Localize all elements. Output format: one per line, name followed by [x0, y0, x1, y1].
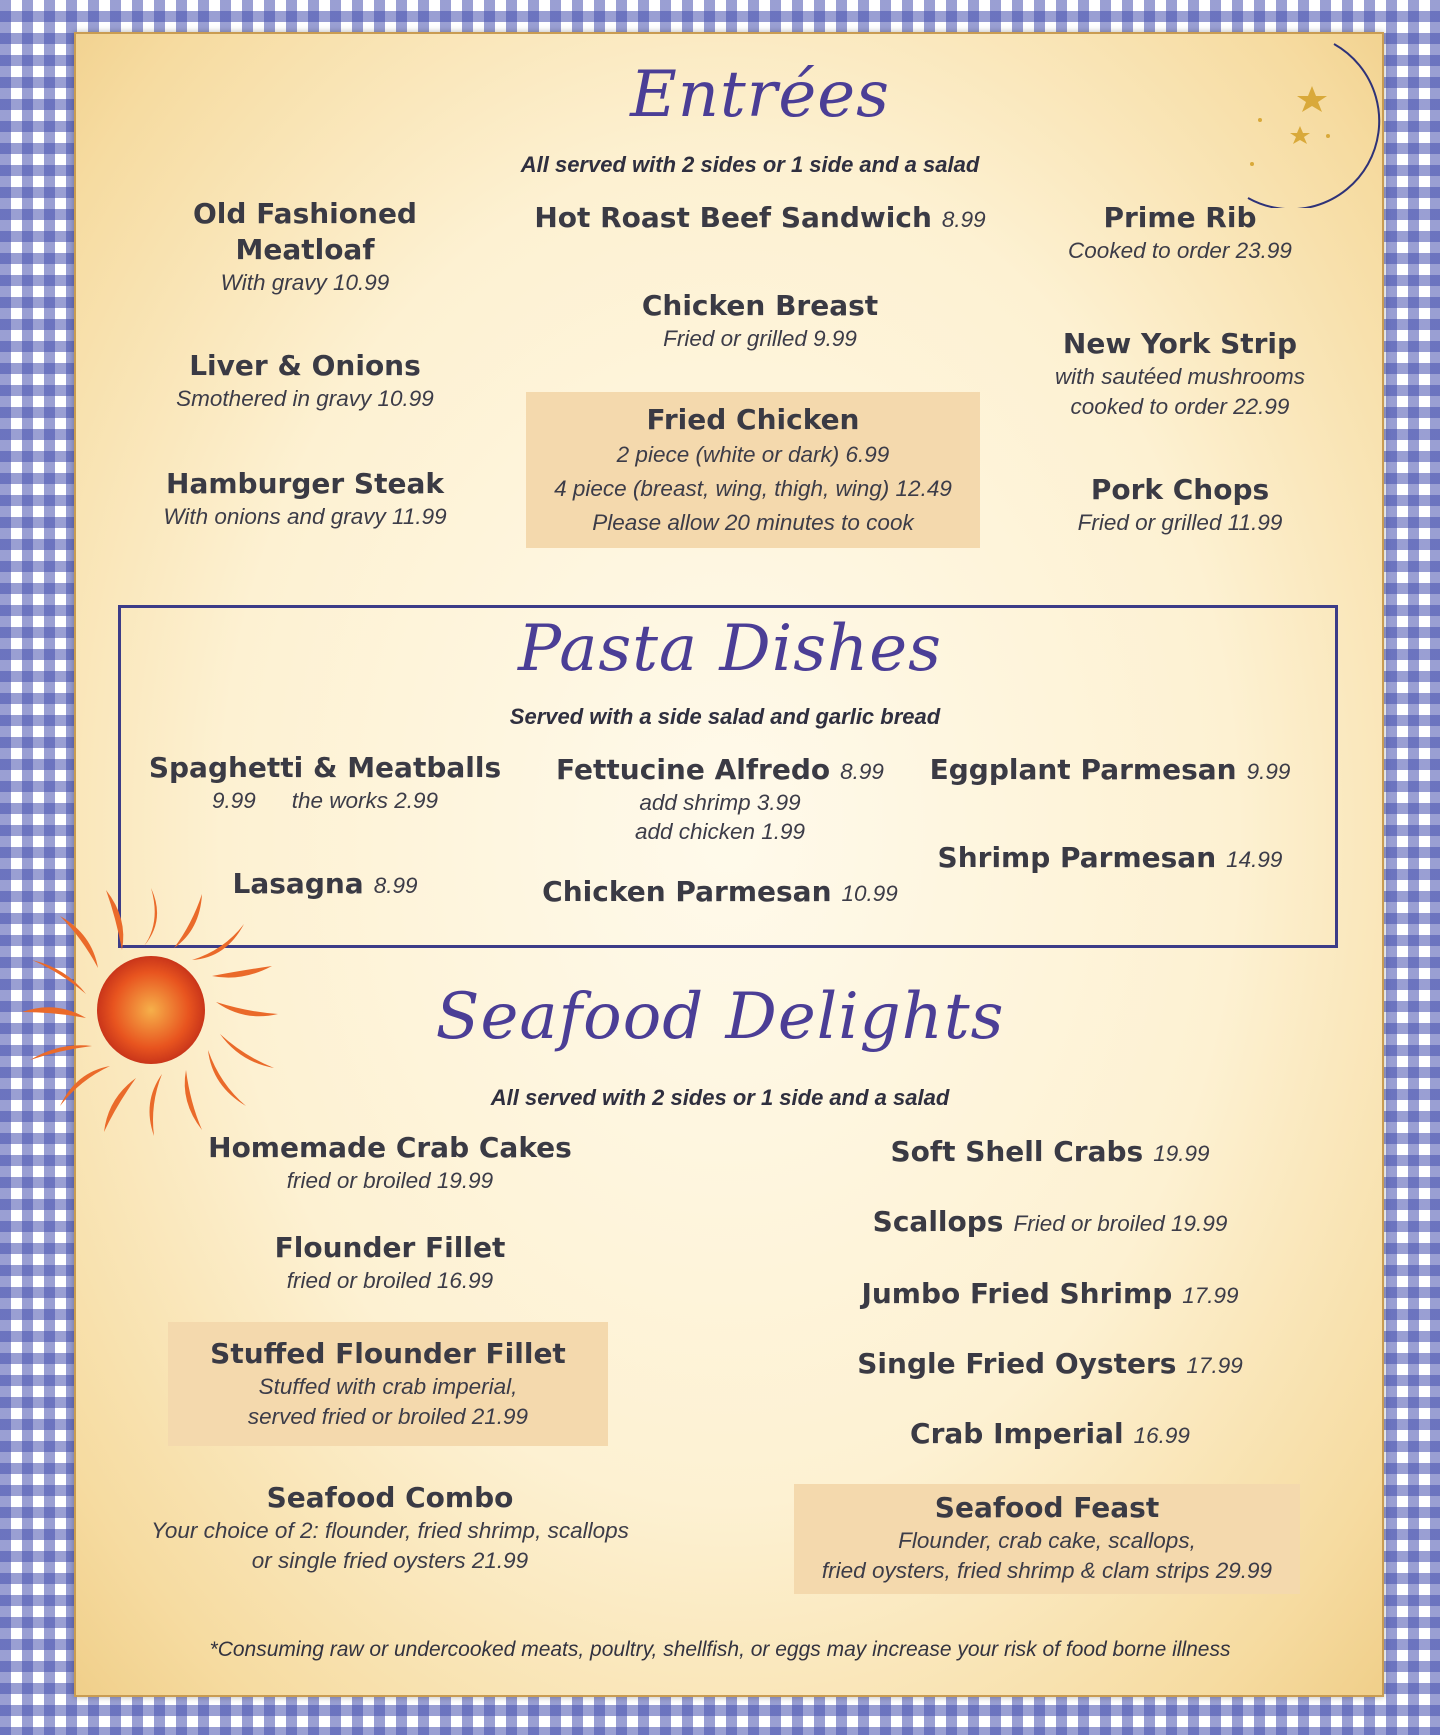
menu-item: Chicken Breast Fried or grilled 9.99 — [641, 289, 879, 351]
menu-item: Pork Chops Fried or grilled 11.99 — [1077, 473, 1283, 535]
sun-icon — [16, 880, 286, 1140]
menu-item: Lasagna 8.99 — [232, 867, 418, 900]
menu-item: Liver & Onions Smothered in gravy 10.99 — [176, 349, 434, 411]
menu-item: Crab Imperial 16.99 — [910, 1417, 1190, 1450]
star-icon — [1290, 126, 1310, 144]
menu-item: Scallops Fried or broiled 19.99 — [872, 1205, 1228, 1238]
menu-item: Spaghetti & Meatballs 9.99 the works 2.99 — [148, 751, 502, 813]
menu-item: Chicken Parmesan 10.99 — [542, 875, 898, 908]
menu-item: Soft Shell Crabs 19.99 — [890, 1135, 1210, 1168]
menu-item: Single Fried Oysters 17.99 — [857, 1347, 1243, 1380]
menu-item: Shrimp Parmesan 14.99 — [937, 841, 1283, 874]
menu-item: Hot Roast Beef Sandwich 8.99 — [534, 201, 986, 234]
menu-item: Flounder Fillet fried or broiled 16.99 — [274, 1231, 506, 1293]
menu-item: Seafood Combo Your choice of 2: flounder, fried shrimp, scallops or single fried oysters 21.99 — [151, 1481, 629, 1573]
menu-item: Prime Rib Cooked to order 23.99 — [1068, 201, 1292, 263]
menu-item: Eggplant Parmesan 9.99 — [929, 753, 1291, 786]
menu-item: Jumbo Fried Shrimp 17.99 — [861, 1277, 1239, 1310]
menu-item: Old Fashioned Meatloaf With gravy 10.99 — [193, 197, 417, 295]
entrees-title: Entrées — [630, 58, 890, 132]
menu-item: Hamburger Steak With onions and gravy 11.99 — [163, 467, 447, 529]
menu-item: New York Strip with sautéed mushrooms cooked to order 22.99 — [1054, 327, 1306, 419]
menu-item: Homemade Crab Cakes fried or broiled 19.99 — [208, 1131, 572, 1193]
seafood-title: Seafood Delights — [435, 980, 1005, 1054]
fried-chicken-highlight: Fried Chicken 2 piece (white or dark) 6.99 4 piece (breast, wing, thigh, wing) 12.49 Please allow 20 minutes to cook — [526, 392, 980, 548]
pasta-title: Pasta Dishes — [518, 612, 942, 686]
seafood-feast-highlight: Seafood Feast Flounder, crab cake, scallops, fried oysters, fried shrimp & clam strips 29.99 — [794, 1484, 1300, 1594]
moon-icon — [1222, 38, 1418, 208]
menu-item: Fettucine Alfredo 8.99 add shrimp 3.99 add chicken 1.99 — [556, 753, 884, 844]
food-safety-disclaimer: *Consuming raw or undercooked meats, poultry, shellfish, or eggs may increase your risk of food borne illness — [209, 1638, 1231, 1661]
star-icon — [1297, 86, 1327, 112]
stuffed-flounder-highlight: Stuffed Flounder Fillet Stuffed with crab imperial, served fried or broiled 21.99 — [168, 1322, 608, 1446]
pasta-subtitle: Served with a side salad and garlic bread — [509, 704, 941, 729]
seafood-subtitle: All served with 2 sides or 1 side and a salad — [490, 1085, 950, 1110]
entrees-subtitle: All served with 2 sides or 1 side and a salad — [520, 152, 980, 177]
